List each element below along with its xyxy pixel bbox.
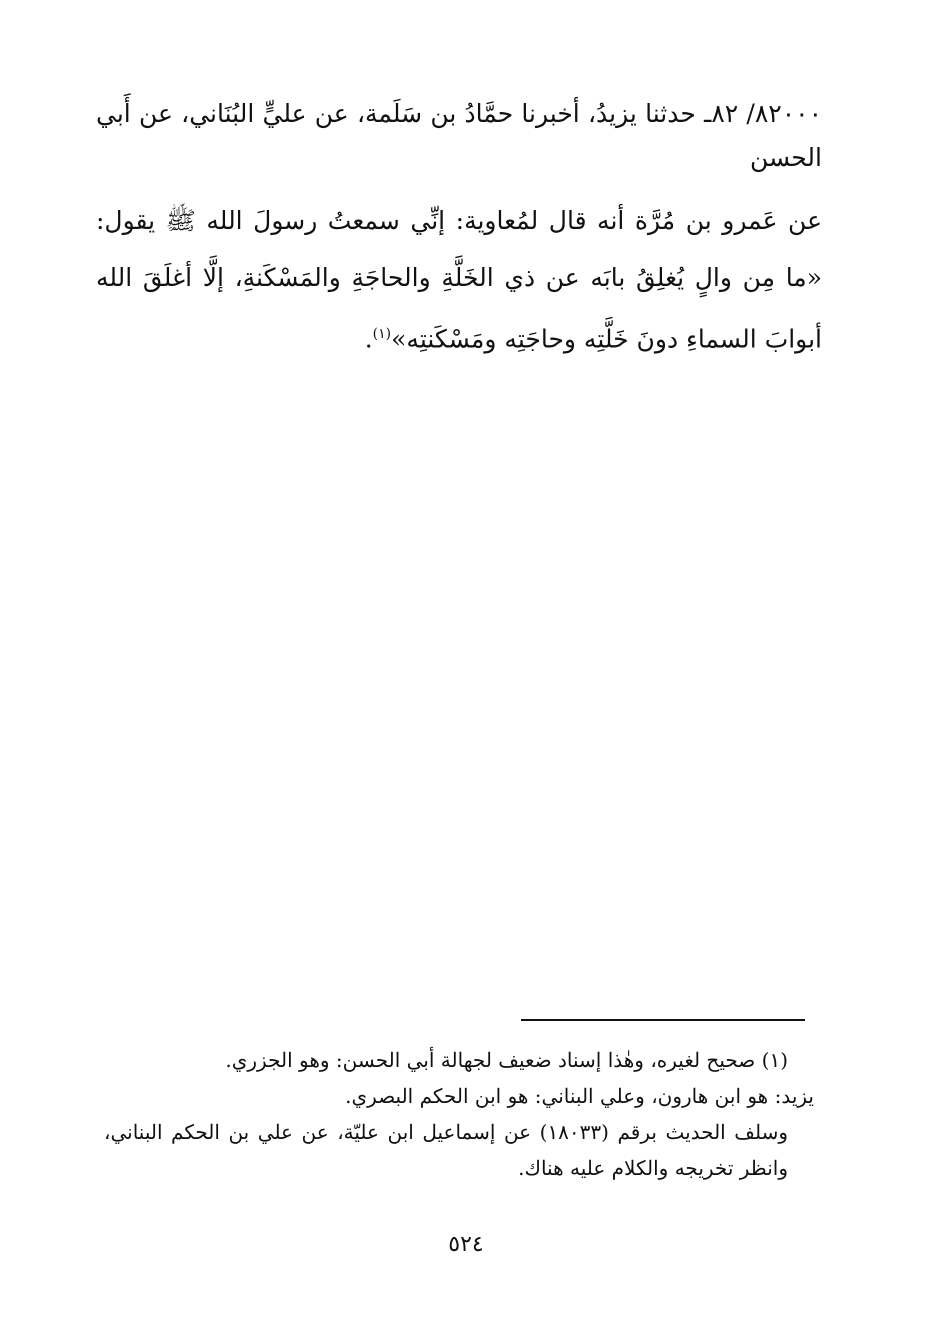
footnote-line-1: (١) صحيح لغيره، وهٰذا إسناد ضعيف لجهالة أبي الحسن: وهو الجزري. (225, 1048, 788, 1072)
page-number: ٥٢٤ (448, 1232, 484, 1257)
footnote-line-2: يزيد: هو ابن هارون، وعلي البناني: هو ابن الحكم البصري. (345, 1084, 814, 1108)
hadith-matn (96, 192, 822, 367)
hadith-matn-text: عن عَمرو بن مُرَّة أنه قال لمُعاوية: إنِّي سمعتُ رسولَ الله ﷺ يقول: «ما مِن والٍ يُغلِقُ بابَه عن ذي الخَلَّةِ والحاجَةِ والمَسْكَنةِ، إلَّا أغلَقَ الله أبوابَ السماءِ دونَ خَلَّتِه وحاجَتِه ومَسْكَنتِه» (96, 206, 822, 354)
footnotes (104, 1042, 814, 1186)
hadith-matn-end: . (364, 324, 373, 354)
footnote-separator (521, 1019, 805, 1021)
hadith-isnad: ٨٢٠٠٠/ ٨٢ـ حدثنا يزيدُ، أخبرنا حمَّادُ بن سَلَمة، عن عليٍّ البُنَاني، عن أَبي الحسن (96, 99, 822, 172)
footnote-marker: (١) (372, 326, 392, 342)
footnote-line-3: وسلف الحديث برقم (١٨٠٣٣) عن إسماعيل ابن عليّة، عن علي بن الحكم البناني، وانظر تخريجه والكلام عليه هناك. (104, 1120, 788, 1180)
